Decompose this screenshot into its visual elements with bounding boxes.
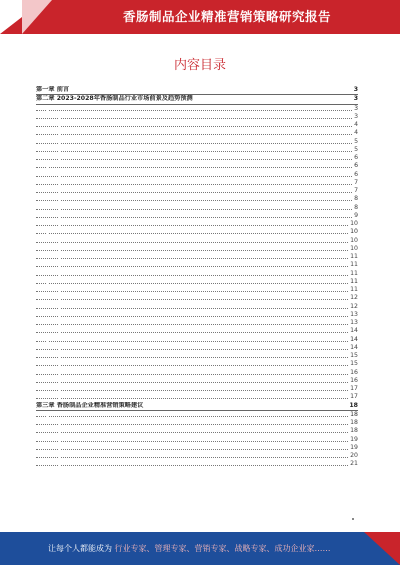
toc-entry-label [58, 419, 60, 426]
toc-entry-label [58, 460, 60, 467]
toc-entry-label [58, 393, 60, 400]
toc-entry-label [46, 162, 48, 169]
toc-entry-label [58, 220, 60, 227]
toc-entry[interactable] [36, 327, 358, 335]
toc-entry-page: 18 [349, 401, 358, 409]
toc-leader-dots [36, 209, 358, 210]
toc-entry-page: 5 [354, 145, 358, 153]
toc-entry[interactable] [36, 220, 358, 228]
toc-entry[interactable] [36, 95, 358, 104]
toc-leader-dots [36, 349, 358, 350]
toc-leader-dots [36, 341, 358, 342]
toc-entry-page: 4 [354, 121, 358, 128]
toc-entry-page: 14 [350, 335, 358, 343]
toc-leader-dots [36, 449, 358, 450]
toc-entry-label [58, 187, 60, 194]
toc-entry[interactable] [36, 452, 358, 460]
toc-entry-label [58, 352, 60, 359]
toc-leader-dots [36, 332, 358, 333]
toc-entry-page: 6 [354, 162, 358, 170]
toc-leader-dots [36, 143, 358, 144]
toc-entry-page: 11 [350, 277, 358, 285]
toc-leader-dots [36, 118, 358, 119]
toc-leader-dots [36, 126, 358, 127]
toc-leader-dots [36, 382, 358, 383]
toc-entry[interactable] [36, 278, 358, 286]
toc-entry-page: 16 [350, 376, 358, 384]
toc-leader-dots [36, 266, 358, 267]
toc-leader-dots [36, 365, 358, 366]
toc-entry[interactable] [36, 138, 358, 146]
toc-entry-label [58, 121, 60, 128]
toc-entry[interactable] [36, 187, 358, 195]
toc-leader-dots [36, 432, 358, 433]
toc-entry-page: 10 [350, 220, 358, 227]
toc-entry[interactable] [36, 402, 358, 411]
toc-entry-label [58, 179, 60, 186]
toc-entry[interactable] [36, 154, 358, 162]
toc-entry-page: 8 [354, 203, 358, 211]
toc-leader-dots [36, 250, 358, 251]
toc-entry-page: 14 [350, 343, 358, 351]
toc-entry-label [58, 436, 60, 443]
toc-entry[interactable] [36, 212, 358, 220]
toc-entry-label [58, 303, 60, 310]
toc-entry-label [58, 444, 60, 451]
toc-entry-label [58, 212, 60, 219]
toc-entry-page: 11 [350, 261, 358, 269]
toc-entry-page: 17 [350, 393, 358, 401]
toc-entry-page: 6 [354, 170, 358, 178]
toc-entry[interactable] [36, 113, 358, 121]
toc-entry[interactable] [36, 444, 358, 452]
toc-entry[interactable] [36, 86, 358, 95]
toc-entry[interactable] [36, 419, 358, 427]
toc-entry-label [46, 336, 48, 343]
toc-leader-dots [36, 176, 358, 177]
toc-entry-label [46, 411, 48, 418]
toc-entry-page: 15 [350, 360, 358, 368]
page-footer [0, 532, 400, 565]
footer-corner-decoration [364, 532, 400, 565]
toc-entry-label [58, 311, 60, 318]
toc-entry-page: 10 [350, 244, 358, 252]
toc-entry[interactable] [36, 195, 358, 203]
toc-leader-dots [36, 134, 358, 135]
toc-entry-page: 10 [350, 236, 358, 244]
toc-entry[interactable] [36, 261, 358, 269]
toc-entry-page: 3 [354, 112, 358, 120]
toc-entry[interactable] [36, 427, 358, 435]
header-corner-accent [22, 0, 52, 34]
toc-entry[interactable] [36, 393, 358, 401]
toc-entry-page: 12 [350, 294, 358, 302]
toc-entry-page: 18 [350, 410, 358, 418]
toc-entry[interactable] [36, 286, 358, 294]
toc-entry-label [58, 245, 60, 252]
toc-leader-dots [36, 233, 358, 234]
toc-entry-label [58, 146, 60, 153]
toc-entry-label [58, 270, 60, 277]
page-dot-mark [352, 518, 354, 520]
toc-entry-page: 10 [350, 228, 358, 236]
toc-leader-dots [36, 465, 358, 466]
toc-entry-page: 11 [350, 269, 358, 277]
toc-entry[interactable] [36, 436, 358, 444]
toc-entry-label: 第二章 2023-2028年香肠制品行业市场前景及趋势预测 [36, 95, 193, 103]
toc-entry-label [58, 138, 60, 145]
toc-leader-dots [36, 416, 358, 417]
toc-entry-page: 4 [354, 129, 358, 137]
toc-entry-page: 16 [350, 368, 358, 376]
toc-leader-dots [36, 184, 358, 185]
toc-entry[interactable] [36, 245, 358, 253]
toc-entry[interactable] [36, 360, 358, 368]
toc-leader-dots [36, 457, 358, 458]
toc-entry[interactable] [36, 311, 358, 319]
toc-entry-label [46, 105, 48, 112]
toc-entry-page: 5 [354, 137, 358, 145]
toc-entry-label [58, 294, 60, 301]
toc-leader-dots [36, 390, 358, 391]
toc-entry-label [58, 154, 60, 161]
toc-entry-page: 3 [353, 95, 358, 103]
toc-entry-page: 13 [350, 310, 358, 318]
toc-leader-dots [36, 424, 358, 425]
toc-entry[interactable] [36, 377, 358, 385]
toc-leader-dots [36, 200, 358, 201]
toc-entry[interactable] [36, 162, 358, 170]
toc-entry-page: 6 [354, 154, 358, 161]
toc-entry[interactable] [36, 171, 358, 179]
toc-leader-dots [36, 167, 358, 168]
toc-leader-dots [36, 398, 358, 399]
toc-entry-page: 19 [350, 443, 358, 451]
toc-entry-page: 8 [354, 195, 358, 203]
footer-slogan-lead: 让每个人都能成为 [48, 544, 112, 553]
toc-entry[interactable] [36, 385, 358, 393]
toc-entry-label [58, 171, 60, 178]
toc-leader-dots [36, 308, 358, 309]
toc-entry[interactable] [36, 352, 358, 360]
toc-entry-label [58, 319, 60, 326]
toc-entry-page: 11 [350, 253, 358, 260]
toc-leader-dots [36, 275, 358, 276]
toc-leader-dots [36, 316, 358, 317]
toc-entry-label [58, 286, 60, 293]
toc-entry-page: 12 [350, 302, 358, 310]
toc-entry-label [58, 195, 60, 202]
toc-heading: 内容目录 [173, 58, 226, 73]
toc-leader-dots [36, 283, 358, 284]
toc-entry-label [58, 237, 60, 244]
table-of-contents [36, 86, 358, 469]
toc-entry-page: 7 [354, 187, 358, 194]
toc-entry-label [58, 261, 60, 268]
toc-entry-label [58, 129, 60, 136]
toc-entry-page: 17 [350, 385, 358, 392]
toc-entry-page: 13 [350, 319, 358, 326]
toc-entry-page: 14 [350, 327, 358, 335]
toc-entry-label: 第一章 前言 [36, 86, 70, 93]
toc-entry[interactable] [36, 146, 358, 154]
toc-entry-page: 20 [350, 452, 358, 459]
toc-leader-dots [36, 110, 358, 111]
toc-leader-dots [36, 374, 358, 375]
toc-entry-page: 9 [354, 211, 358, 219]
toc-entry[interactable] [36, 129, 358, 137]
toc-entry-label [58, 253, 60, 260]
toc-leader-dots [36, 441, 358, 442]
toc-entry-page: 7 [354, 178, 358, 186]
toc-leader-dots [36, 159, 358, 160]
toc-leader-dots [36, 291, 358, 292]
toc-entry[interactable] [36, 344, 358, 352]
toc-entry[interactable] [36, 369, 358, 377]
toc-entry-label [46, 278, 48, 285]
toc-entry[interactable] [36, 179, 358, 187]
toc-entry-page: 21 [350, 460, 358, 468]
toc-entry-label: 第三章 香肠制品企业精准营销策略建议 [36, 401, 144, 409]
toc-entry[interactable] [36, 303, 358, 311]
footer-slogan [48, 532, 331, 565]
toc-entry[interactable] [36, 411, 358, 419]
toc-entry[interactable] [36, 105, 358, 113]
toc-entry-label [58, 452, 60, 459]
toc-entry-label [58, 377, 60, 384]
toc-entry[interactable] [36, 237, 358, 245]
toc-leader-dots [36, 258, 358, 259]
toc-entry[interactable] [36, 121, 358, 129]
footer-slogan-roles: 行业专家、管理专家、营销专家、战略专家、成功企业家…… [114, 544, 331, 553]
toc-entry-page: 19 [350, 435, 358, 443]
toc-entry-label [58, 344, 60, 351]
toc-leader-dots [36, 324, 358, 325]
toc-entry[interactable] [36, 319, 358, 327]
toc-entry-page: 3 [353, 86, 358, 93]
toc-entry[interactable] [36, 253, 358, 261]
toc-entry-page: 18 [350, 427, 358, 435]
toc-entry-page: 18 [350, 419, 358, 426]
toc-leader-dots [36, 151, 358, 152]
toc-leader-dots [36, 192, 358, 193]
toc-entry-page: 15 [350, 352, 358, 359]
toc-entry-page: 11 [350, 286, 358, 293]
toc-entry-label [46, 228, 48, 235]
toc-entry-label [58, 369, 60, 376]
toc-entry-label [58, 327, 60, 334]
toc-entry[interactable] [36, 204, 358, 212]
toc-entry[interactable] [36, 270, 358, 278]
toc-entry-label [58, 385, 60, 392]
report-title: 香肠制品企业精准营销策略研究报告 [122, 9, 331, 24]
report-header [0, 0, 400, 34]
toc-leader-dots [36, 299, 358, 300]
toc-entry-label [58, 427, 60, 434]
toc-entry-label [58, 113, 60, 120]
toc-entry-label [58, 360, 60, 367]
toc-leader-dots [36, 217, 358, 218]
toc-leader-dots [36, 357, 358, 358]
toc-leader-dots [36, 225, 358, 226]
toc-entry[interactable] [36, 228, 358, 236]
toc-entry[interactable] [36, 336, 358, 344]
toc-entry-page: 3 [354, 104, 358, 112]
toc-entry[interactable] [36, 294, 358, 302]
toc-entry[interactable] [36, 460, 358, 468]
toc-leader-dots [36, 242, 358, 243]
toc-entry-label [58, 204, 60, 211]
